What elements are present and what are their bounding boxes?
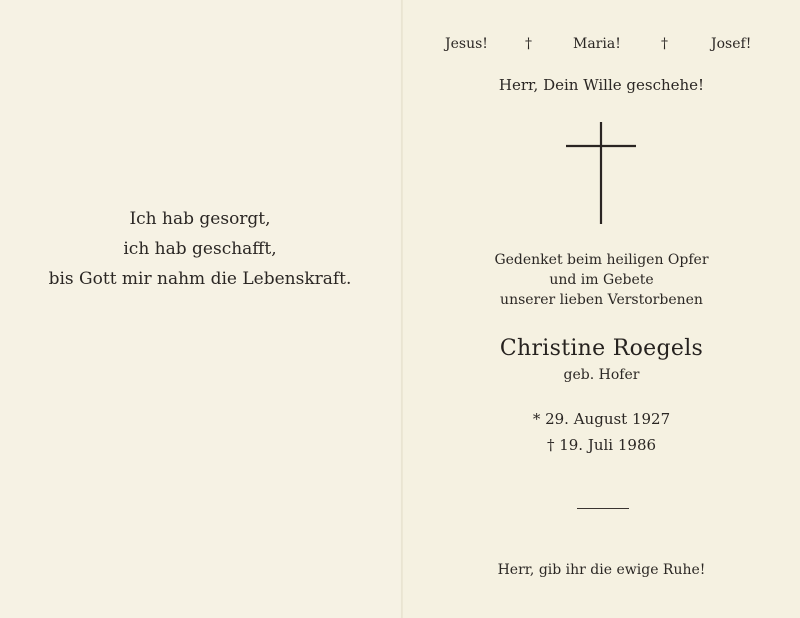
memory-line-3: unserer lieben Verstorbenen <box>500 292 703 308</box>
verse-line-3: bis Gott mir nahm die Lebenskraft. <box>48 269 352 289</box>
maiden-name: geb. Hofer <box>563 367 640 383</box>
memory-line-1: Gedenket beim heiligen Opfer <box>494 252 709 268</box>
small-cross-icon: † <box>525 36 532 52</box>
invocation-maria: Maria! <box>573 36 621 52</box>
verse-line-1: Ich hab gesorgt, <box>129 209 271 229</box>
memory-line-2: und im Gebete <box>549 272 654 288</box>
death-date: † 19. Juli 1986 <box>546 436 657 454</box>
invocation-josef: Josef! <box>711 36 752 52</box>
invocation-line <box>403 36 800 58</box>
memorial-verse <box>0 204 400 294</box>
prayer-will: Herr, Dein Wille geschehe! <box>498 76 705 94</box>
closing-prayer: Herr, gib ihr die ewige Ruhe! <box>497 562 706 578</box>
small-cross-icon: † <box>661 36 668 52</box>
right-panel <box>403 0 800 618</box>
verse-line-2: ich hab geschafft, <box>123 239 277 259</box>
divider-line <box>577 508 629 509</box>
invocation-jesus: Jesus! <box>445 36 488 52</box>
deceased-name: Christine Roegels <box>499 336 704 361</box>
latin-cross-icon <box>563 120 639 226</box>
memorial-request <box>403 250 800 310</box>
birth-date: * 29. August 1927 <box>532 410 671 428</box>
